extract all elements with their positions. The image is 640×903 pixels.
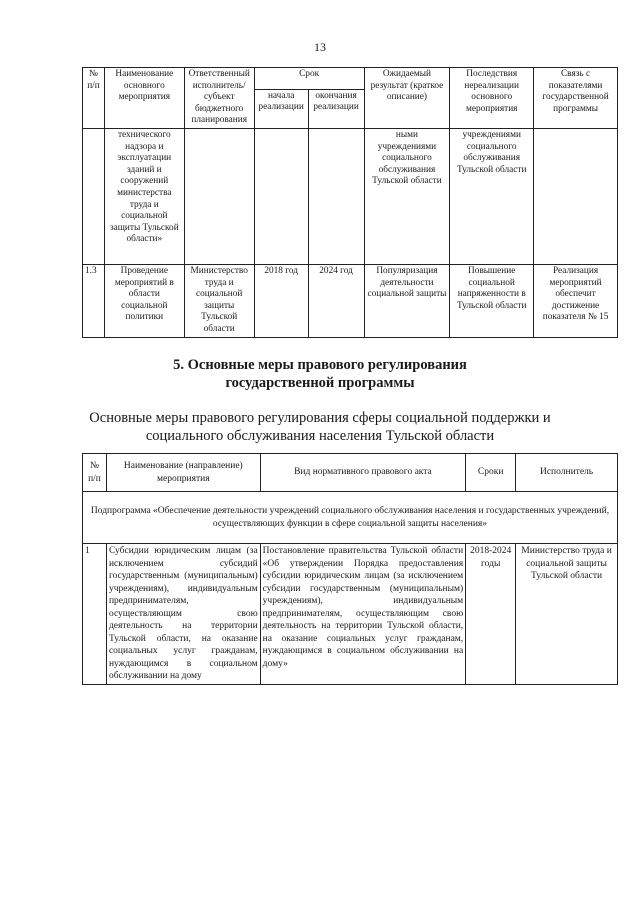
- header-start: начала реализации: [254, 89, 308, 128]
- cell-result: ными учреждениями социального обслуживания Тульской области: [364, 128, 450, 264]
- header-num: № п/п: [83, 68, 105, 129]
- header-executor: Исполнитель: [516, 454, 618, 492]
- cell-consequences: учреждениями социального обслуживания Тульской области: [450, 128, 534, 264]
- cell-num: 1.3: [83, 264, 105, 337]
- subheading: [0, 409, 640, 445]
- header-terms: Сроки: [466, 454, 516, 492]
- section-heading: [0, 356, 640, 392]
- subheading-line2: социального обслуживания населения Тульской области: [145, 428, 495, 444]
- header-result: Ожидаемый результат (краткое описание): [364, 68, 450, 129]
- cell-terms: 2018-2024 годы: [466, 544, 516, 685]
- cell-result: Популяризация деятельности социальной защиты: [364, 264, 450, 337]
- header-link: Связь с показателями государственной программы: [534, 68, 618, 129]
- header-end: окончания реализации: [308, 89, 364, 128]
- cell-name: Субсидии юридическим лицам (за исключением субсидий государственным (муниципальным) учреждениям), индивидуальным предпринимателям, осуществляющим свою деятельность на территории Тульской области, на оказание социальных услуг гражданам, нуждающимся в социальном обслуживании на дому: [106, 544, 260, 685]
- cell-link: Реализация мероприятий обеспечит достижение показателя № 15: [534, 264, 618, 337]
- header-act: Вид нормативного правового акта: [260, 454, 466, 492]
- header-name: Наименование основного мероприятия: [104, 68, 184, 129]
- section-heading-line2: государственной программы: [225, 375, 415, 391]
- subprogram-title: Подпрограмма «Обеспечение деятельности учреждений социального обслуживания населения и государственных учреждений, осуществляющих функции в сфере социальной защиты населения»: [83, 492, 618, 544]
- cell-consequences: Повышение социальной напряженности в Тульской области: [450, 264, 534, 337]
- cell-link: [534, 128, 618, 264]
- header-consequences: Последствия нереализации основного мероприятия: [450, 68, 534, 129]
- header-num: № п/п: [83, 454, 107, 492]
- subheading-line1: Основные меры правового регулирования сферы социальной поддержки и: [89, 410, 551, 426]
- cell-end: 2024 год: [308, 264, 364, 337]
- legal-measures-table: [82, 453, 618, 685]
- cell-executor: Министерство труда и социальной защиты Тульской области: [516, 544, 618, 685]
- cell-end: [308, 128, 364, 264]
- measures-table: [82, 67, 618, 338]
- cell-name: Проведение мероприятий в области социальной политики: [104, 264, 184, 337]
- cell-start: [254, 128, 308, 264]
- table-row: [83, 128, 618, 264]
- section-heading-line1: 5. Основные меры правового регулирования: [173, 357, 467, 373]
- subprogram-row: [83, 492, 618, 544]
- table-header-row: [83, 454, 618, 492]
- cell-num: 1: [83, 544, 107, 685]
- cell-responsible: [184, 128, 254, 264]
- table-row: [83, 264, 618, 337]
- header-term: Срок: [254, 68, 364, 90]
- cell-num: [83, 128, 105, 264]
- header-responsible: Ответственный исполнитель/ субъект бюджетного планирования: [184, 68, 254, 129]
- table-row: [83, 544, 618, 685]
- cell-act: Постановление правительства Тульской области «Об утверждении Порядка предоставления субсидии юридическим лицам (за исключением субсидии государственным (муниципальным) учреждениям), индивидуальным предпринимателям, осуществляющим свою деятельность на территории Тульской области, на оказание социальных услуг гражданам, нуждающимся в социальном обслуживании на дому»: [260, 544, 466, 685]
- cell-name: технического надзора и эксплуатации зданий и сооружений министерства труда и социальной защиты Тульской области»: [104, 128, 184, 264]
- table-header-row: [83, 68, 618, 90]
- cell-responsible: Министерство труда и социальной защиты Тульской области: [184, 264, 254, 337]
- cell-start: 2018 год: [254, 264, 308, 337]
- page-number: 13: [314, 40, 326, 54]
- header-name: Наименование (направление) мероприятия: [106, 454, 260, 492]
